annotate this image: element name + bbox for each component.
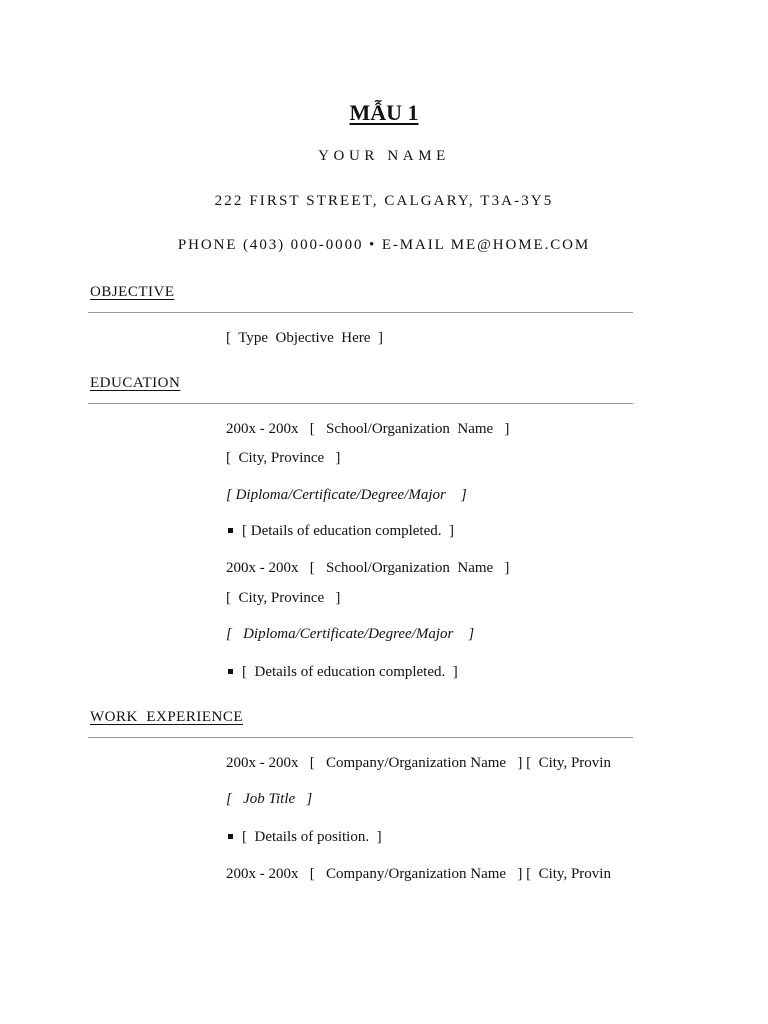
objective-divider	[88, 312, 633, 313]
work-heading: WORK EXPERIENCE	[90, 709, 243, 725]
contact-line: PHONE (403) 000-0000 • E-MAIL ME@HOME.COM	[177, 237, 591, 253]
page-title: MẪU 1	[349, 100, 419, 125]
education-2-credential: [ Diploma/Certificate/Degree/Major ]	[226, 626, 475, 642]
address-line: 222 FIRST STREET, CALGARY, T3A-3Y5	[214, 193, 554, 209]
bullet-icon	[228, 669, 233, 674]
work-1-dates-company: 200x - 200x [ Company/Organization Name ] [ City, Provin	[226, 756, 611, 771]
work-1-details	[226, 830, 382, 845]
objective-heading: OBJECTIVE	[90, 284, 175, 300]
education-1-location: [ City, Province ]	[226, 450, 341, 466]
work-1-details-text: [ Details of position. ]	[242, 829, 382, 845]
bullet-icon	[228, 528, 233, 533]
education-1-dates-school: 200x - 200x [ School/Organization Name ]	[226, 421, 510, 437]
work-divider	[88, 737, 633, 738]
education-divider	[88, 403, 633, 404]
work-2-dates-company: 200x - 200x [ Company/Organization Name ] [ City, Provin	[226, 867, 611, 882]
education-heading: EDUCATION	[90, 375, 181, 391]
bullet-icon	[228, 834, 233, 839]
your-name: YOUR NAME	[318, 148, 450, 164]
education-2-location: [ City, Province ]	[226, 590, 341, 606]
education-1-details-text: [ Details of education completed. ]	[242, 523, 455, 539]
education-1-credential: [ Diploma/Certificate/Degree/Major ]	[226, 487, 467, 503]
education-2-details-text: [ Details of education completed. ]	[242, 664, 458, 680]
work-1-job-title: [ Job Title ]	[226, 791, 313, 807]
objective-text: [ Type Objective Here ]	[226, 330, 383, 346]
education-2-dates-school: 200x - 200x [ School/Organization Name ]	[226, 560, 510, 576]
education-2-details	[226, 665, 458, 680]
education-1-details	[226, 524, 454, 539]
